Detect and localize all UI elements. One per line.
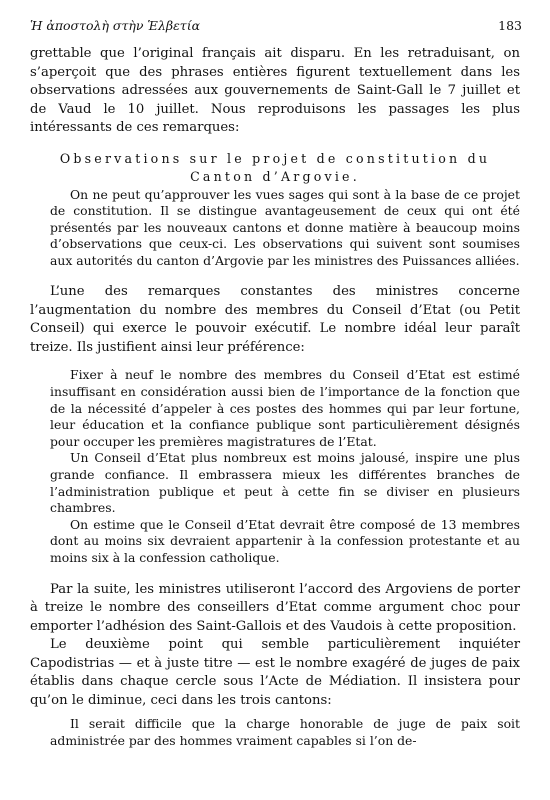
- quotation-paragraph: Il serait difficile que la charge honorable de juge de paix soit administrée par des hommes vraiment capables si l’on de-: [50, 716, 520, 748]
- spacer: [30, 567, 520, 581]
- page-number: 183: [498, 18, 522, 33]
- spacer: [30, 269, 520, 283]
- spacer: [30, 357, 520, 367]
- paragraph: Par la suite, les ministres utiliseront l’accord des Argoviens de porter à treize le nombre des conseillers d’Etat comme argument choc pour emporter l’adhésion des Saint-Gallois et des Vaudois à cette proposition.: [30, 581, 520, 634]
- section-heading: Observations sur le projet de constitution du Canton d’Argovie.: [59, 150, 491, 184]
- paragraph: Le deuxième point qui semble particulièrement inquiéter Capodistrias — et à juste titre — est le nombre exagéré de juges de paix établis dans chaque cercle sous l’Acte de Médiation. Il insistera pour qu’on le diminue, ceci dans les trois cantons:: [30, 637, 520, 708]
- quotation-paragraph: Un Conseil d’Etat plus nombreux est moins jalousé, inspire une plus grande confiance. Il embrassera mieux les différentes branches de l’administration publique et peut à cette fin se diviser en plusieurs chambres.: [50, 450, 520, 516]
- running-header: [30, 18, 522, 36]
- quotation-paragraph: On ne peut qu’approuver les vues sages qui sont à la base de ce projet de constitution. Il se distingue avantageusement de ceux qui ont été présentés par les nouveaux cantons et donne matière à beaucoup moins d’observations que ceux-ci. Les observations qui suivent sont soumises aux autorités du canton d’Argovie par les ministres des Puissances alliées.: [50, 186, 520, 268]
- paragraph-continuation: grettable que l’original français ait disparu. En les retraduisant, on s’aperçoit que des phrases entières figurent textuellement dans les observations adressées aux gouvernements de Saint-Gall le 7 juillet et de Vaud le 10 juillet. Nous reproduisons les passages les plus intéressants de ces remarques:: [30, 46, 520, 135]
- running-title: Ἡ ἀποστολὴ στὴν Ἑλβετία: [30, 18, 201, 33]
- quotation-paragraph: Fixer à neuf le nombre des membres du Conseil d’Etat est estimé insuffisant en considération aussi bien de l’importance de la fonction que de la nécessité d’appeler à ces postes des hommes qui par leur fortune, leur éducation et la confiance publique sont particulièrement désignés pour occuper les premières magistratures de l’Etat.: [50, 367, 520, 449]
- body-text: [30, 45, 520, 749]
- quotation-paragraph: On estime que le Conseil d’Etat devrait être composé de 13 membres dont au moins six devraient appartenir à la confession protestante et au moins six à la confession catholique.: [50, 516, 520, 565]
- quotation-block: [50, 367, 520, 566]
- quotation-block: [50, 187, 520, 270]
- paragraph: L’une des remarques constantes des ministres concerne l’augmentation du nombre des membres du Conseil d’Etat (ou Petit Conseil) qui exerce le pouvoir exécutif. Le nombre idéal leur paraît treize. Ils justifient ainsi leur préférence:: [30, 284, 520, 355]
- quotation-block: [50, 716, 520, 749]
